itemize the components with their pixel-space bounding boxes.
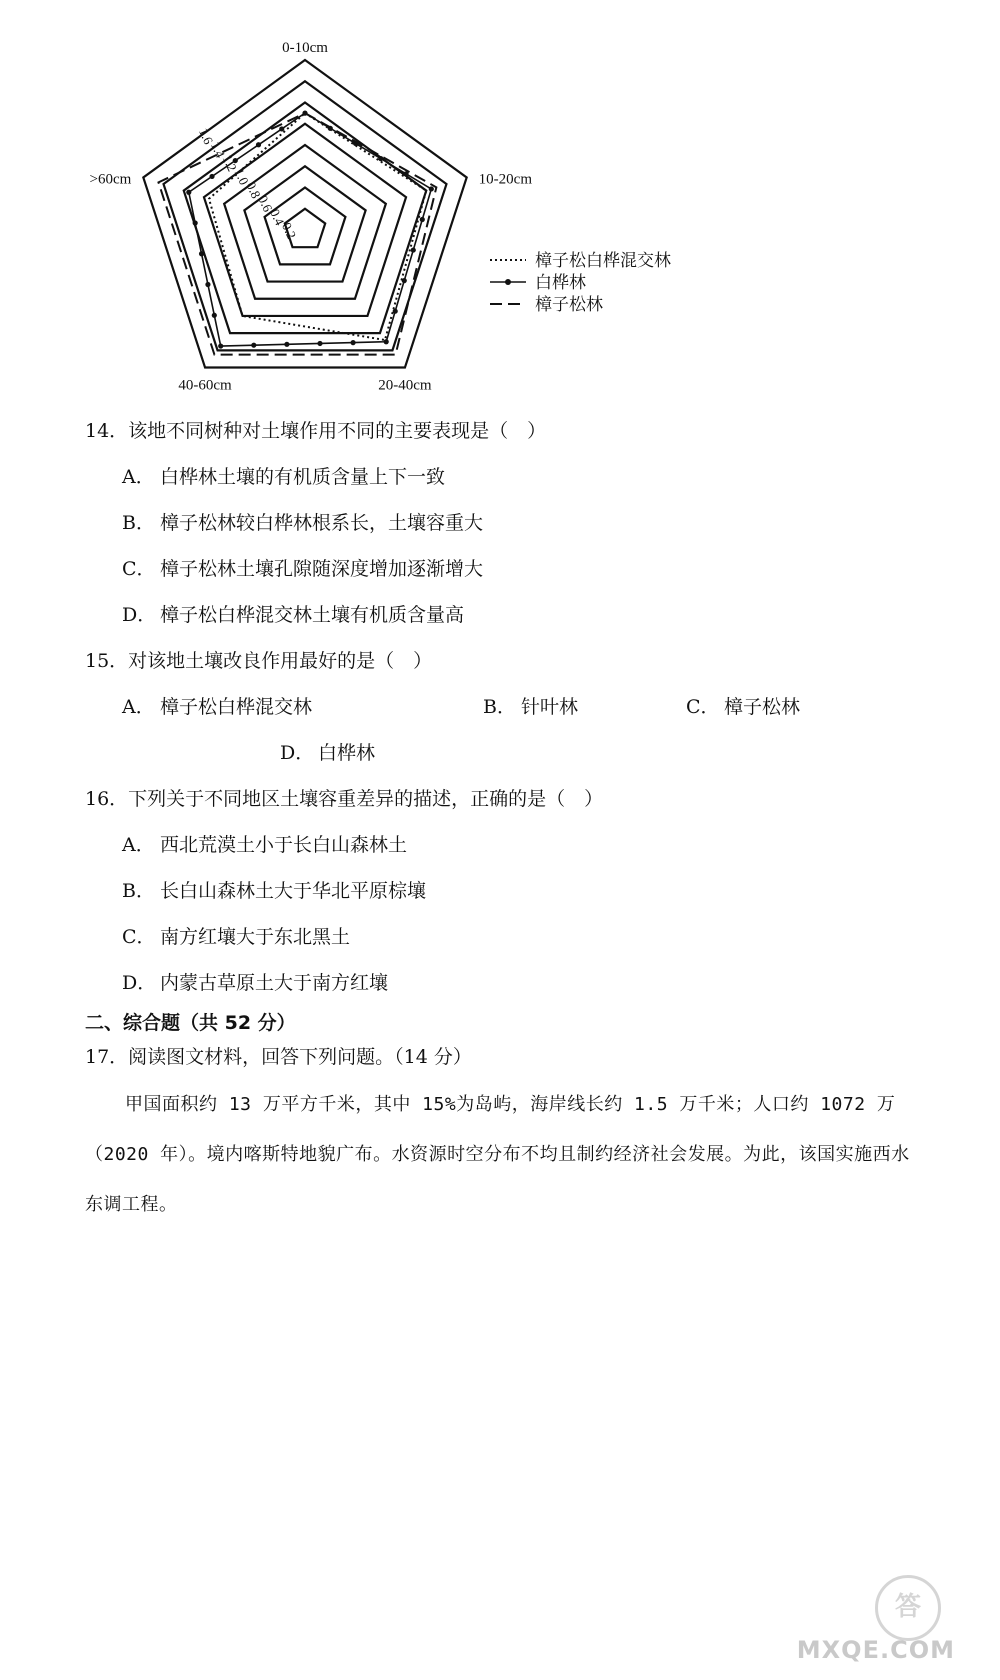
tick-label: 1.4 [207, 139, 229, 161]
q16-option-c[interactable] [122, 926, 350, 949]
option-letter: B． [483, 696, 516, 718]
series-point [193, 220, 198, 225]
series-point [411, 247, 416, 252]
series-point [218, 343, 223, 348]
q15-option-c[interactable] [686, 696, 800, 719]
series-point [212, 313, 217, 318]
option-text: 西北荒漠土小于长白山森林土 [160, 834, 408, 856]
q16-option-a[interactable] [122, 834, 407, 857]
axis-label: 10-20cm [478, 171, 533, 188]
axis-label: 20-40cm [378, 377, 432, 394]
series-point [384, 339, 389, 344]
tick-label: 0.8 [243, 179, 264, 201]
option-letter: C． [686, 696, 720, 718]
option-letter: A． [122, 834, 155, 856]
option-letter: A． [122, 696, 155, 718]
watermark-text: MXQE.COM [796, 1636, 955, 1664]
axis-label: >60cm [89, 171, 132, 188]
q17-material-paragraph: 甲国面积约 13 万平方千米，其中 15%为岛屿，海岸线长约 1.5 万千米；人口约 1072 万（2020 年）。境内喀斯特地貌广布。水资源时空分布不均且制约经济社会发展。为此，该国实施西水东调工程。 [85, 1094, 910, 1215]
watermark-logo-icon: 答 [875, 1575, 941, 1641]
series-point [378, 156, 383, 161]
tick-label: 0.2 [278, 220, 300, 242]
q15-stem: 15．对该地土壤改良作用最好的是（ ） [85, 650, 433, 672]
q14-option-c[interactable] [122, 558, 483, 581]
q17-stem: 17．阅读图文材料，回答下列问题。（14 分） [85, 1046, 472, 1068]
option-letter: D． [280, 742, 315, 764]
series-point [402, 278, 407, 283]
legend-label: 白桦林 [535, 273, 586, 293]
option-letter: B． [122, 512, 155, 534]
tick-label: 1.0 [231, 166, 252, 188]
series-point [209, 174, 214, 179]
series-point [350, 340, 355, 345]
series-point [186, 190, 191, 195]
radar-chart [60, 40, 780, 410]
series-point [429, 186, 434, 191]
series-point [317, 341, 322, 346]
section-heading: 二、综合题（共 52 分） [85, 1012, 296, 1034]
q14-option-d[interactable] [122, 604, 464, 627]
radar-grid [143, 60, 466, 368]
q14-option-a[interactable] [122, 466, 445, 489]
option-letter: B． [122, 880, 155, 902]
axis-label: 0-10cm [282, 40, 328, 56]
tick-label: 0.4 [267, 206, 288, 228]
option-text: 内蒙古草原土大于南方红壤 [160, 972, 389, 994]
series-point [420, 217, 425, 222]
series-point [199, 251, 204, 256]
option-letter: D． [122, 972, 157, 994]
option-text: 白桦林土壤的有机质含量上下一致 [160, 466, 446, 488]
q16-stem: 16．下列关于不同地区土壤容重差异的描述，正确的是（ ） [85, 788, 604, 810]
option-text: 南方红壤大于东北黑土 [160, 926, 351, 948]
series-point [251, 343, 256, 348]
option-letter: C． [122, 558, 156, 580]
series-point [205, 282, 210, 287]
option-text: 樟子松林 [724, 696, 801, 718]
series-point [256, 142, 261, 147]
legend-marker [505, 279, 511, 285]
series-point [279, 126, 284, 131]
q14-option-b[interactable] [122, 512, 483, 535]
series-point [393, 309, 398, 314]
chart-legend [490, 251, 671, 315]
option-letter: C． [122, 926, 156, 948]
q15-option-a[interactable] [122, 696, 312, 719]
q14-stem: 14．该地不同树种对土壤作用不同的主要表现是（ ） [85, 420, 547, 442]
grid-ring-7 [164, 81, 447, 350]
option-text: 樟子松白桦混交林 [160, 696, 313, 718]
tick-label: 1.6 [195, 125, 217, 147]
option-text: 樟子松林较白桦林根系长，土壤容重大 [160, 512, 484, 534]
option-text: 白桦林 [318, 742, 376, 764]
option-letter: D． [122, 604, 157, 626]
q15-option-b[interactable] [483, 696, 578, 719]
series-point [284, 342, 289, 347]
legend-label: 樟子松白桦混交林 [535, 251, 671, 271]
tick-label: 0.6 [255, 193, 276, 215]
option-text: 樟子松白桦混交林土壤有机质含量高 [160, 604, 465, 626]
option-text: 针叶林 [521, 696, 579, 718]
option-text: 长白山森林土大于华北平原棕壤 [160, 880, 427, 902]
site-watermark [796, 1575, 955, 1670]
q16-option-d[interactable] [122, 972, 388, 995]
option-text: 樟子松林土壤孔隙随深度增加逐渐增大 [160, 558, 484, 580]
axis-label: 40-60cm [178, 377, 232, 394]
series-line-1 [209, 113, 426, 340]
q16-option-b[interactable] [122, 880, 426, 903]
q15-option-d[interactable] [280, 742, 375, 765]
tick-label: 1.2 [219, 152, 241, 174]
legend-label: 樟子松林 [535, 295, 603, 315]
option-letter: A． [122, 466, 155, 488]
